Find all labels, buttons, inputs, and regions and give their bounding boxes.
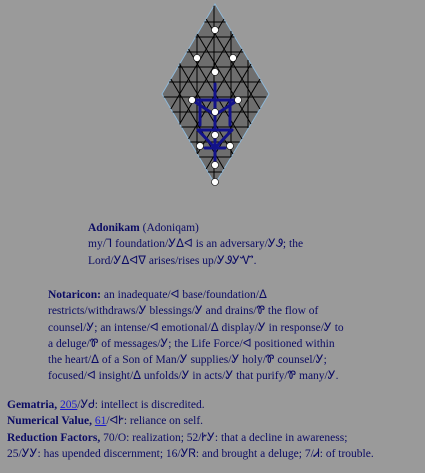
node [212,162,219,169]
node [212,69,219,76]
node [194,55,201,62]
reduction-line-2: 25/ᎩᎩ: has upended discernment; 16/ᎩᏒ: and brought a deluge; 7/Ꮧ: of trouble. [7,447,374,460]
gematria-link[interactable]: 205 [60,399,78,411]
notaricon-line-3: counsel/Ꭹ; an intense/ᐊ emotional/ᐃ display/Ꭹ in response/Ꭹ to [48,321,344,334]
node [212,179,219,186]
numerical-label: Numerical Value, [7,415,92,428]
notaricon-label: Notaricon: [48,289,102,301]
name-entry [88,220,408,269]
notaricon-line-4: a deluge/Ꮘ of messages/Ꭹ; the Life Force/ᐊ positioned within [48,337,335,350]
reduction-text-1: 70/O: realization; 52/ᎨᎩ: that a decline in awareness; [100,431,348,444]
node [212,109,219,116]
node [212,27,219,34]
numerical-text: /ᐊᎨ: reliance on self. [106,415,204,428]
numerical-link[interactable]: 61 [94,415,107,428]
numerical-line [7,413,422,429]
name-title: Adonikam [88,222,140,234]
notaricon-line-2: restricts/withdraws/Ꭹ blessings/Ꭹ and drains/Ꮘ the flow of [48,305,319,318]
notaricon-line-1: an inadequate/ᐊ base/foundation/ᐃ [101,289,267,301]
node [197,143,204,150]
gematria-text: /ᎩᏧ: intellect is discredited. [77,399,205,411]
reduction-line-1 [7,430,422,446]
meaning-line-1: my/⅂ foundation/Ꭹᐃᐊ is an adversary/ᎩᏭ; the [88,238,304,251]
node [212,132,219,139]
name-alt: (Adoniqam) [142,222,199,234]
node [235,97,242,104]
reduction-label: Reduction Factors, [7,431,101,444]
notaricon-line-6: focused/ᐊ insight/ᐃ unfolds/Ꭹ in acts/Ꭹ that purify/Ꮘ many/Ꭹ. [48,370,339,383]
values-section [7,397,422,462]
meaning-line-2: Lord/Ꭹᐃᐊᐁ arises/rises up/ᎩᏭᎩᏉ. [88,254,257,267]
node [189,97,196,104]
notaricon-line-5: the heart/ᐃ of a Son of Man/Ꭹ supplies/Ꭹ holy/Ꮘ counsel/Ꭹ; [48,354,327,367]
notaricon-section [48,287,398,385]
tree-of-life-diagram [0,0,425,200]
gematria-label: Gematria, [7,399,58,411]
gematria-line [7,397,422,413]
node [227,143,234,150]
node [230,55,237,62]
